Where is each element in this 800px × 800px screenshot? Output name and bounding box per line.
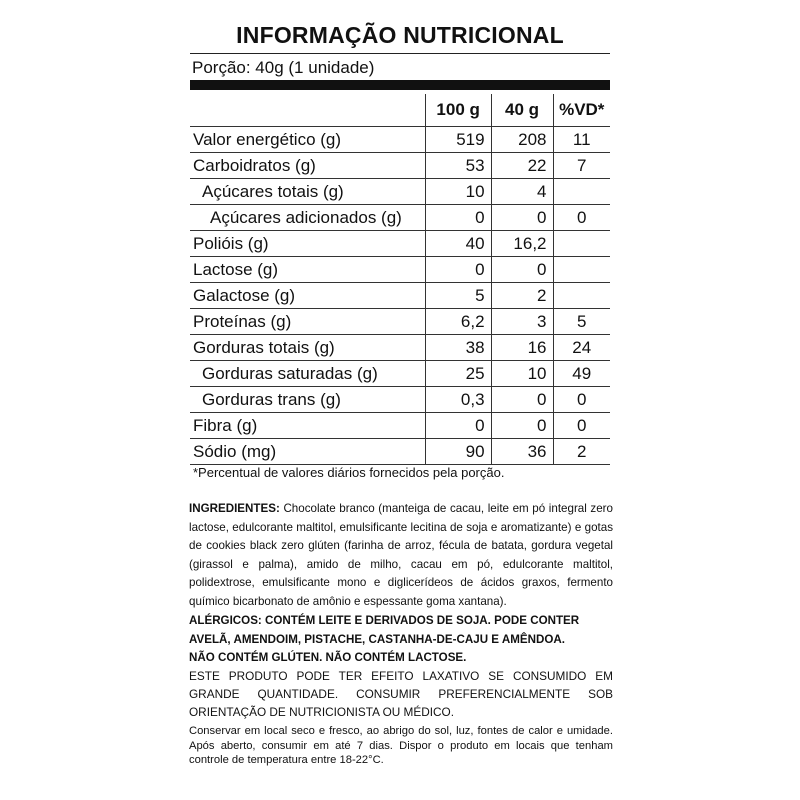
table-row (190, 387, 610, 413)
value-100g: 38 (425, 335, 491, 361)
ingredients-block (189, 500, 613, 612)
value-vd: 2 (553, 439, 610, 465)
nutrient-name: Galactose (g) (193, 286, 296, 305)
value-100g: 5 (425, 283, 491, 309)
nutrient-name: Açúcares adicionados (g) (210, 208, 402, 227)
table-row (190, 231, 610, 257)
value-40g: 0 (491, 257, 553, 283)
table-row (190, 361, 610, 387)
value-100g: 6,2 (425, 309, 491, 335)
table-row (190, 257, 610, 283)
value-vd (553, 231, 610, 257)
portion-text: Porção: 40g (1 unidade) (192, 58, 375, 77)
value-vd: 24 (553, 335, 610, 361)
value-100g: 90 (425, 439, 491, 465)
table-row (190, 283, 610, 309)
header-40g: 40 g (491, 94, 553, 127)
table-row (190, 335, 610, 361)
value-vd: 11 (553, 127, 610, 153)
ingredients-label: INGREDIENTES: (189, 502, 280, 515)
table-row (190, 179, 610, 205)
value-100g: 40 (425, 231, 491, 257)
value-40g: 22 (491, 153, 553, 179)
table-row (190, 153, 610, 179)
value-40g: 0 (491, 413, 553, 439)
value-100g: 10 (425, 179, 491, 205)
thick-divider (190, 80, 610, 90)
value-vd: 49 (553, 361, 610, 387)
header-vd: %VD* (553, 94, 610, 127)
value-vd: 5 (553, 309, 610, 335)
nutrition-table (190, 94, 610, 465)
laxative-warning: ESTE PRODUTO PODE TER EFEITO LAXATIVO SE CONSUMIDO EM GRANDE QUANTIDADE. CONSUMIR PREFERENCIALMENTE SOB ORIENTAÇÃO DE NUTRICIONISTA OU MÉDICO. (189, 669, 613, 719)
value-40g: 0 (491, 387, 553, 413)
vd-footnote: *Percentual de valores diários fornecidos pela porção. (193, 465, 505, 480)
value-40g: 16,2 (491, 231, 553, 257)
label-title: INFORMAÇÃO NUTRICIONAL (236, 22, 564, 48)
value-100g: 519 (425, 127, 491, 153)
value-100g: 0 (425, 257, 491, 283)
table-row (190, 309, 610, 335)
storage-instructions: Conservar em local seco e fresco, ao abrigo do sol, luz, fontes de calor e umidade. Após aberto, consumir em até 7 dias. Dispor o produto em locais que tenham controle de temperatura entre 18-22°C. (189, 725, 613, 766)
value-40g: 208 (491, 127, 553, 153)
nutrient-name: Polióis (g) (193, 234, 269, 253)
value-vd: 0 (553, 205, 610, 231)
value-100g: 0,3 (425, 387, 491, 413)
nutrient-name: Gorduras trans (g) (202, 390, 341, 409)
nutrient-name: Valor energético (g) (193, 130, 342, 149)
value-vd: 0 (553, 413, 610, 439)
nutrient-name: Sódio (mg) (193, 442, 277, 461)
value-vd (553, 283, 610, 309)
value-100g: 0 (425, 205, 491, 231)
value-vd (553, 179, 610, 205)
value-40g: 36 (491, 439, 553, 465)
value-40g: 16 (491, 335, 553, 361)
nutrient-name: Fibra (g) (193, 416, 258, 435)
value-40g: 2 (491, 283, 553, 309)
value-vd: 0 (553, 387, 610, 413)
table-row (190, 439, 610, 465)
value-40g: 3 (491, 309, 553, 335)
header-100g: 100 g (425, 94, 491, 127)
value-100g: 53 (425, 153, 491, 179)
nutrient-name: Açúcares totais (g) (202, 182, 344, 201)
nutrient-name: Gorduras saturadas (g) (202, 364, 378, 383)
value-40g: 10 (491, 361, 553, 387)
header-blank (190, 94, 425, 127)
allergens-text: ALÉRGICOS: CONTÉM LEITE E DERIVADOS DE SOJA. PODE CONTER AVELÃ, AMENDOIM, PISTACHE, CASTANHA-DE-CAJU E AMÊNDOA. (189, 614, 580, 646)
value-vd: 7 (553, 153, 610, 179)
allergens-block (189, 612, 613, 668)
value-100g: 25 (425, 361, 491, 387)
table-row (190, 205, 610, 231)
table-row (190, 127, 610, 153)
title-divider (190, 53, 610, 54)
ingredients-text: Chocolate branco (manteiga de cacau, leite em pó integral zero lactose, edulcorante maltitol, emulsificante lecitina de soja e aromatizante) e gotas de cookies black zero glúten (farinha de arroz, fécula de batata, gordura vegetal (girassol e palma), amido de milho, cacau em pó, edulcorante maltitol, polidextrose, emulsificante mono e diglicerídeos de ácidos graxos, fermento químico bicarbonato de amônio e espessante goma xantana). (189, 502, 613, 608)
table-header-row (190, 94, 610, 127)
value-vd (553, 257, 610, 283)
value-100g: 0 (425, 413, 491, 439)
nutrient-name: Gorduras totais (g) (193, 338, 335, 357)
value-40g: 4 (491, 179, 553, 205)
nutrient-name: Proteínas (g) (193, 312, 292, 331)
nutrient-name: Lactose (g) (193, 260, 279, 279)
table-row (190, 413, 610, 439)
gluten-lactose-text: NÃO CONTÉM GLÚTEN. NÃO CONTÉM LACTOSE. (189, 651, 467, 665)
nutrient-name: Carboidratos (g) (193, 156, 316, 175)
value-40g: 0 (491, 205, 553, 231)
